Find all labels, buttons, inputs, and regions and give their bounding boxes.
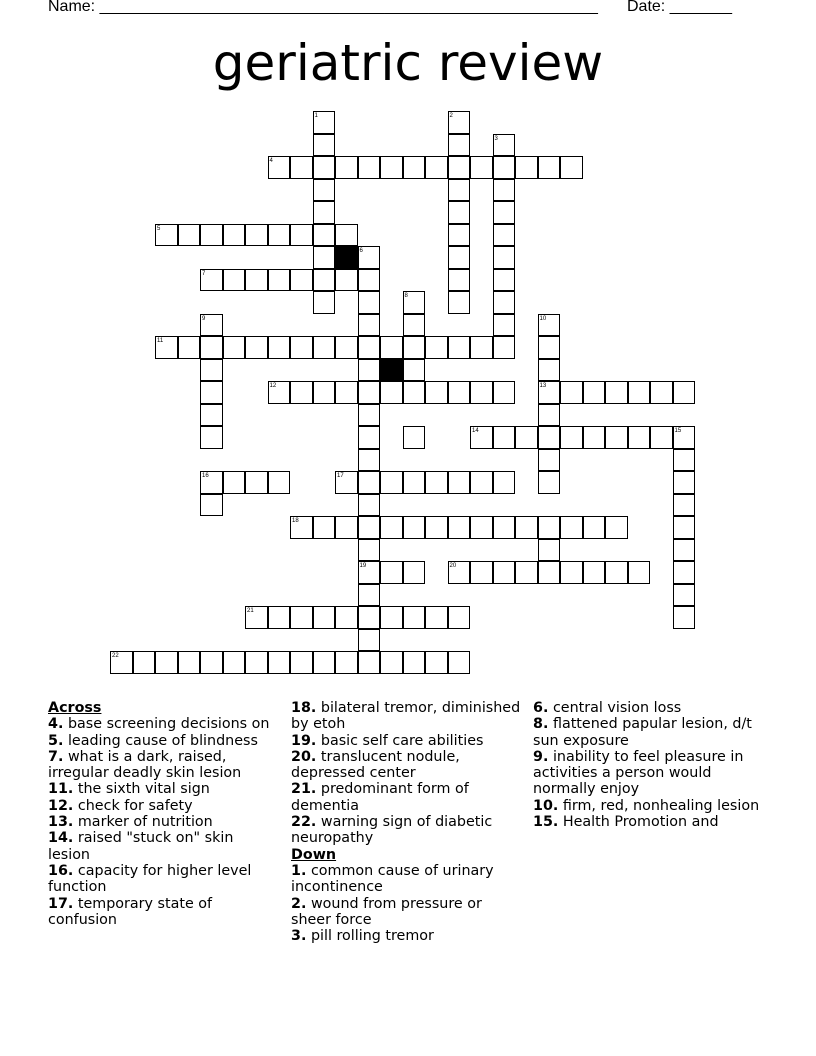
clue-text: check for safety	[77, 797, 193, 814]
crossword-cell[interactable]	[560, 516, 583, 539]
crossword-cell[interactable]	[290, 381, 313, 404]
crossword-cell[interactable]	[335, 516, 358, 539]
clue-number: 9.	[533, 748, 549, 765]
clue-number-label: 12	[269, 383, 277, 389]
crossword-cell[interactable]	[290, 651, 313, 674]
crossword-cell[interactable]	[268, 336, 291, 359]
crossword-cell[interactable]	[335, 381, 358, 404]
clue-number: 18.	[291, 700, 317, 716]
crossword-cell[interactable]	[673, 449, 696, 472]
crossword-cell[interactable]	[245, 224, 268, 247]
clue-number: 16.	[48, 862, 74, 879]
crossword-cell[interactable]	[313, 606, 336, 629]
clue-text: capacity for higher level function	[48, 862, 252, 896]
crossword-cell[interactable]	[403, 381, 426, 404]
clue-number-label: 8	[404, 293, 408, 299]
crossword-cell[interactable]	[538, 404, 561, 427]
crossword-cell[interactable]	[358, 359, 381, 382]
crossword-cell[interactable]	[200, 224, 223, 247]
clue-item	[291, 700, 521, 733]
clue-number-label: 9	[202, 315, 206, 322]
crossword-cell[interactable]	[515, 156, 538, 179]
crossword-cell[interactable]	[380, 516, 403, 539]
crossword-cell[interactable]	[515, 426, 538, 449]
crossword-cell[interactable]	[538, 359, 561, 382]
page-title: geriatric review	[212, 34, 604, 92]
clue-column-1	[48, 700, 276, 928]
crossword-cell[interactable]	[178, 336, 201, 359]
crossword-cell[interactable]	[290, 606, 313, 629]
crossword-cell[interactable]	[583, 516, 606, 539]
crossword-cell[interactable]	[538, 561, 561, 584]
crossword-cell[interactable]	[493, 516, 516, 539]
crossword-cell[interactable]	[380, 381, 403, 404]
crossword-cell[interactable]	[313, 134, 336, 157]
crossword-cell[interactable]	[673, 606, 696, 629]
crossword-cell[interactable]	[155, 651, 178, 674]
crossword-cell[interactable]	[493, 471, 516, 494]
clue-number: 12.	[48, 797, 74, 814]
clue-text: bilateral tremor, diminished by etoh	[291, 700, 521, 733]
crossword-cell[interactable]	[313, 336, 336, 359]
clue-text: warning sign of diabetic neuropathy	[291, 814, 493, 847]
crossword-cell[interactable]	[560, 156, 583, 179]
crossword-cell[interactable]	[268, 224, 291, 247]
crossword-cell[interactable]	[380, 156, 403, 179]
crossword-cell[interactable]	[358, 629, 381, 652]
crossword-cell[interactable]	[448, 381, 471, 404]
clue-number: 4.	[48, 716, 64, 733]
crossword-cell[interactable]	[245, 651, 268, 674]
crossword-cell[interactable]	[380, 651, 403, 674]
crossword-cell[interactable]	[380, 471, 403, 494]
crossword-cell[interactable]	[223, 224, 246, 247]
clue-number-label: 18	[292, 518, 299, 524]
crossword-cell[interactable]	[448, 201, 471, 224]
crossword-cell[interactable]	[493, 561, 516, 584]
crossword-cell[interactable]	[493, 201, 516, 224]
crossword-cell[interactable]	[470, 381, 493, 404]
clue-number: 19.	[291, 732, 317, 749]
crossword-cell[interactable]	[673, 561, 696, 584]
crossword-cell[interactable]	[200, 381, 223, 404]
crossword-cell[interactable]	[448, 336, 471, 359]
crossword-cell[interactable]	[358, 651, 381, 674]
crossword-cell[interactable]	[358, 156, 381, 179]
crossword-cell[interactable]	[223, 336, 246, 359]
clue-number-label: 4	[269, 158, 273, 164]
crossword-cell[interactable]	[673, 494, 696, 517]
crossword-cell[interactable]	[358, 269, 381, 292]
crossword-cell[interactable]	[133, 651, 156, 674]
crossword-cell[interactable]	[358, 336, 381, 359]
blocked-cell	[380, 359, 403, 382]
crossword-cell[interactable]	[358, 606, 381, 629]
crossword-cell[interactable]	[335, 651, 358, 674]
crossword-cell[interactable]	[493, 224, 516, 247]
crossword-cell[interactable]	[313, 381, 336, 404]
clue-text: Health Promotion and	[562, 814, 719, 831]
clue-number-label: 10	[539, 315, 547, 322]
clue-text: what is a dark, raised, irregular deadly skin lesion	[48, 748, 242, 782]
crossword-cell[interactable]	[538, 471, 561, 494]
clue-item	[291, 781, 521, 814]
crossword-cell[interactable]	[493, 269, 516, 292]
clue-item	[533, 716, 768, 749]
clue-item	[291, 896, 521, 929]
clue-number-label: 13	[539, 383, 547, 389]
crossword-cell[interactable]	[200, 651, 223, 674]
crossword-cell[interactable]	[470, 336, 493, 359]
crossword-cell[interactable]	[493, 336, 516, 359]
clue-number: 10.	[533, 797, 559, 814]
name-field: Name: ________________________________________________________	[48, 0, 598, 15]
crossword-cell[interactable]	[200, 359, 223, 382]
crossword-cell[interactable]	[403, 314, 426, 337]
clue-number-label: 1	[314, 113, 318, 119]
crossword-cell[interactable]	[200, 336, 223, 359]
clue-item	[533, 700, 768, 716]
clue-number: 2.	[291, 895, 307, 912]
crossword-cell[interactable]	[178, 651, 201, 674]
crossword-cell[interactable]	[313, 651, 336, 674]
clue-item	[291, 733, 521, 749]
clue-number-label: 11	[157, 338, 164, 344]
crossword-cell[interactable]	[335, 336, 358, 359]
crossword-cell[interactable]	[290, 224, 313, 247]
crossword-cell[interactable]	[583, 381, 606, 404]
clue-item	[48, 830, 276, 863]
crossword-cell[interactable]	[425, 156, 448, 179]
clue-number: 11.	[48, 781, 74, 798]
crossword-cell[interactable]	[358, 584, 381, 607]
clue-number-label: 19	[359, 563, 367, 569]
crossword-cell[interactable]	[403, 651, 426, 674]
clue-text: temporary state of confusion	[48, 895, 213, 928]
crossword-cell[interactable]	[673, 381, 696, 404]
crossword-cell[interactable]	[560, 561, 583, 584]
crossword-cell[interactable]	[313, 246, 336, 269]
clue-text: pill rolling tremor	[310, 928, 434, 945]
crossword-cell[interactable]	[493, 426, 516, 449]
clue-item	[48, 798, 276, 814]
clue-item	[533, 798, 768, 814]
crossword-cell[interactable]	[245, 336, 268, 359]
crossword-cell[interactable]	[628, 381, 651, 404]
crossword-cell[interactable]	[380, 606, 403, 629]
crossword-cell[interactable]	[313, 156, 336, 179]
crossword-cell[interactable]	[583, 561, 606, 584]
crossword-cell[interactable]	[223, 269, 246, 292]
clue-text: central vision loss	[552, 700, 682, 716]
clue-number: 3.	[291, 928, 307, 945]
crossword-cell[interactable]	[358, 426, 381, 449]
crossword-cell[interactable]	[403, 156, 426, 179]
crossword-cell[interactable]	[448, 291, 471, 314]
clue-number: 8.	[533, 716, 549, 733]
crossword-cell[interactable]	[358, 516, 381, 539]
crossword-cell[interactable]	[493, 179, 516, 202]
crossword-cell[interactable]	[470, 561, 493, 584]
crossword-cell[interactable]	[358, 471, 381, 494]
clue-item	[48, 749, 276, 782]
crossword-cell[interactable]	[605, 381, 628, 404]
crossword-cell[interactable]	[268, 269, 291, 292]
crossword-cell[interactable]	[335, 224, 358, 247]
clue-text: inability to feel pleasure in activities a person would normally enjoy	[533, 748, 744, 798]
crossword-cell[interactable]	[403, 426, 426, 449]
clue-text: wound from pressure or sheer force	[291, 895, 482, 928]
crossword-cell[interactable]	[673, 584, 696, 607]
crossword-cell[interactable]	[358, 291, 381, 314]
crossword-cell[interactable]	[448, 224, 471, 247]
clue-number-label: 15	[674, 428, 682, 434]
crossword-cell[interactable]	[538, 156, 561, 179]
clue-number-label: 14	[472, 428, 479, 434]
clue-text: the sixth vital sign	[77, 781, 210, 798]
crossword-cell[interactable]	[358, 404, 381, 427]
crossword-cell[interactable]	[358, 449, 381, 472]
crossword-cell[interactable]	[493, 291, 516, 314]
clue-column-3	[533, 700, 768, 830]
crossword-cell[interactable]	[425, 606, 448, 629]
crossword-cell[interactable]	[448, 134, 471, 157]
clue-text: translucent nodule, depressed center	[291, 748, 460, 782]
clue-item	[291, 863, 521, 896]
crossword-cell[interactable]	[560, 381, 583, 404]
down-heading: Down	[291, 846, 337, 863]
clue-text: firm, red, nonhealing lesion	[562, 797, 760, 814]
clue-number-label: 17	[337, 473, 344, 479]
crossword-cell[interactable]	[538, 336, 561, 359]
crossword-cell[interactable]	[178, 224, 201, 247]
clue-item	[48, 716, 276, 732]
clue-number: 6.	[533, 700, 549, 716]
crossword-cell[interactable]	[470, 156, 493, 179]
crossword-cell[interactable]	[425, 651, 448, 674]
crossword-cell[interactable]	[313, 201, 336, 224]
clue-number-label: 21	[247, 608, 254, 614]
crossword-cell[interactable]	[448, 516, 471, 539]
clue-number-label: 20	[449, 563, 457, 569]
crossword-cell[interactable]	[358, 314, 381, 337]
crossword-cell[interactable]	[583, 426, 606, 449]
crossword-cell[interactable]	[403, 359, 426, 382]
clue-number: 17.	[48, 895, 74, 912]
crossword-cell[interactable]	[245, 269, 268, 292]
clue-item	[48, 896, 276, 929]
crossword-cell[interactable]	[335, 156, 358, 179]
crossword-cell[interactable]	[200, 494, 223, 517]
crossword-cell[interactable]	[628, 561, 651, 584]
clue-text: raised "stuck on" skin lesion	[48, 830, 234, 863]
clue-number: 13.	[48, 814, 74, 831]
crossword-cell[interactable]	[493, 246, 516, 269]
clue-item	[291, 814, 521, 847]
clue-number-label: 5	[157, 225, 161, 232]
clue-text: predominant form of dementia	[291, 781, 469, 814]
clue-number-label: 7	[202, 270, 206, 277]
crossword-cell[interactable]	[493, 381, 516, 404]
crossword-cell[interactable]	[448, 246, 471, 269]
clue-number-label: 22	[112, 653, 119, 659]
crossword-cell[interactable]	[673, 471, 696, 494]
crossword-cell[interactable]	[335, 606, 358, 629]
crossword-cell[interactable]	[650, 381, 673, 404]
crossword-cell[interactable]	[673, 539, 696, 562]
crossword-cell[interactable]	[538, 539, 561, 562]
clue-item	[533, 814, 768, 830]
clue-item	[48, 781, 276, 797]
across-heading: Across	[48, 700, 102, 716]
crossword-cell[interactable]	[448, 156, 471, 179]
crossword-cell[interactable]	[515, 516, 538, 539]
clue-number: 7.	[48, 748, 64, 765]
crossword-cell[interactable]	[313, 224, 336, 247]
clue-item	[48, 814, 276, 830]
crossword-cell[interactable]	[403, 471, 426, 494]
crossword-cell[interactable]	[313, 269, 336, 292]
crossword-cell[interactable]	[223, 651, 246, 674]
clue-item	[291, 749, 521, 782]
crossword-cell[interactable]	[650, 426, 673, 449]
crossword-cell[interactable]	[515, 561, 538, 584]
crossword-cell[interactable]	[470, 516, 493, 539]
crossword-cell[interactable]	[448, 606, 471, 629]
crossword-cell[interactable]	[560, 426, 583, 449]
crossword-cell[interactable]	[628, 426, 651, 449]
crossword-cell[interactable]	[425, 381, 448, 404]
clue-number: 14.	[48, 830, 74, 847]
crossword-cell[interactable]	[223, 471, 246, 494]
crossword-cell[interactable]	[538, 426, 561, 449]
clue-number-label: 6	[359, 248, 363, 254]
crossword-cell[interactable]	[358, 494, 381, 517]
date-field: Date: _______	[627, 0, 732, 15]
clue-number: 22.	[291, 814, 317, 831]
crossword-cell[interactable]	[425, 471, 448, 494]
clue-number-label: 16	[202, 473, 209, 479]
clue-number-label: 2	[449, 113, 453, 119]
crossword-cell[interactable]	[403, 516, 426, 539]
clue-column-2	[291, 700, 521, 944]
clue-text: base screening decisions on	[67, 716, 270, 733]
crossword-cell[interactable]	[313, 179, 336, 202]
clue-item	[48, 863, 276, 896]
clue-text: flattened papular lesion, d/t sun exposure	[533, 716, 752, 749]
crossword-cell[interactable]	[448, 471, 471, 494]
crossword-cell[interactable]	[245, 471, 268, 494]
clue-item	[48, 733, 276, 749]
crossword-cell[interactable]	[605, 561, 628, 584]
crossword-cell[interactable]	[403, 606, 426, 629]
crossword-cell[interactable]	[200, 426, 223, 449]
crossword-cell[interactable]	[403, 336, 426, 359]
crossword-cell[interactable]	[200, 404, 223, 427]
clue-text: common cause of urinary incontinence	[291, 862, 494, 896]
crossword-cell[interactable]	[290, 269, 313, 292]
crossword-cell[interactable]	[290, 156, 313, 179]
clue-item	[533, 749, 768, 798]
crossword-cell[interactable]	[268, 471, 291, 494]
crossword-cell[interactable]	[335, 269, 358, 292]
clue-number: 15.	[533, 814, 559, 831]
crossword-cell[interactable]	[380, 561, 403, 584]
clue-number-label: 3	[494, 135, 498, 142]
crossword-cell[interactable]	[313, 516, 336, 539]
clue-number: 20.	[291, 748, 317, 765]
crossword-cell[interactable]	[290, 336, 313, 359]
crossword-cell[interactable]	[448, 651, 471, 674]
crossword-cell[interactable]	[605, 426, 628, 449]
clue-text: marker of nutrition	[77, 814, 213, 831]
crossword-cell[interactable]	[605, 516, 628, 539]
crossword-cell[interactable]	[425, 516, 448, 539]
crossword-cell[interactable]	[470, 471, 493, 494]
crossword-cell[interactable]	[448, 269, 471, 292]
crossword-cell[interactable]	[673, 516, 696, 539]
crossword-cell[interactable]	[448, 179, 471, 202]
clue-number: 21.	[291, 781, 317, 798]
clue-text: leading cause of blindness	[67, 732, 258, 749]
clue-item	[291, 928, 521, 944]
crossword-cell[interactable]	[268, 606, 291, 629]
crossword-cell[interactable]	[538, 516, 561, 539]
crossword-cell[interactable]	[268, 651, 291, 674]
crossword-cell[interactable]	[493, 314, 516, 337]
crossword-cell[interactable]	[358, 381, 381, 404]
crossword-cell[interactable]	[538, 449, 561, 472]
crossword-cell[interactable]	[380, 336, 403, 359]
blocked-cell	[335, 246, 358, 269]
clue-number: 5.	[48, 732, 64, 749]
crossword-cell[interactable]	[403, 561, 426, 584]
crossword-cell[interactable]	[358, 539, 381, 562]
crossword-cell[interactable]	[493, 156, 516, 179]
clue-number: 1.	[291, 862, 307, 879]
clue-text: basic self care abilities	[320, 732, 484, 749]
crossword-cell[interactable]	[313, 291, 336, 314]
crossword-cell[interactable]	[425, 336, 448, 359]
